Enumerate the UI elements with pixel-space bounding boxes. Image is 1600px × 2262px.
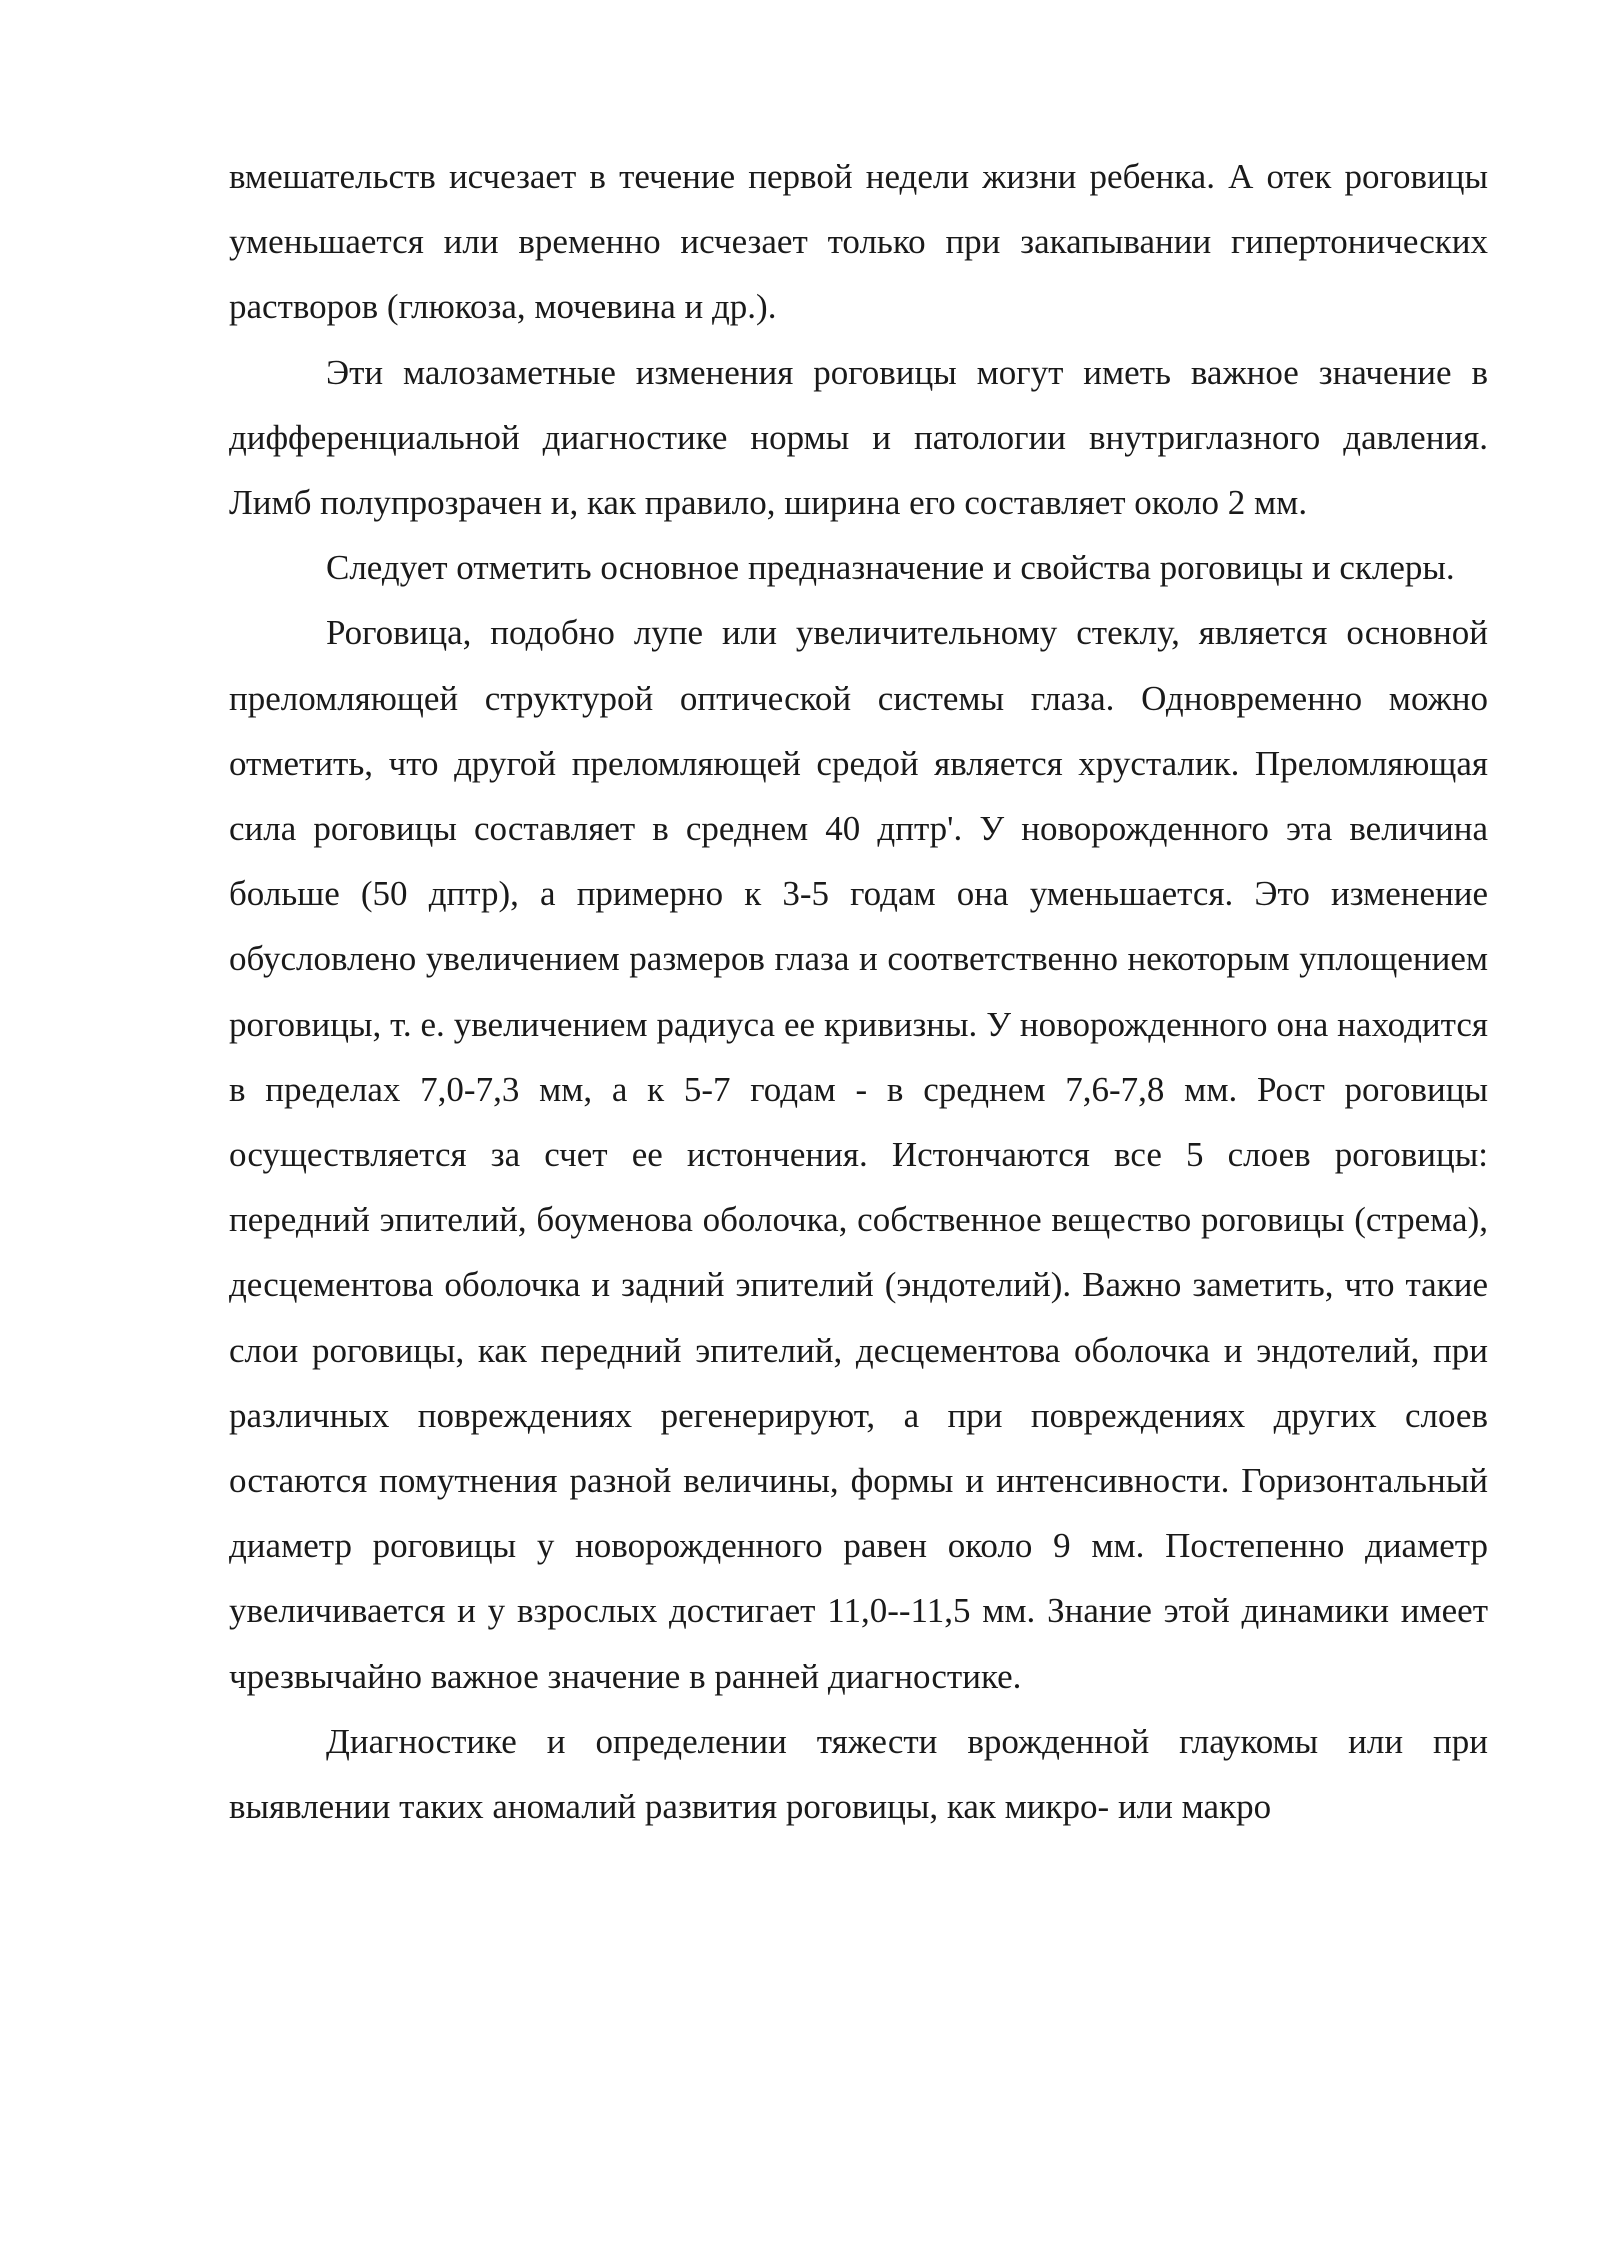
paragraph-glaucoma-diagnosis: Диагностике и определении тяжести врожденной глаукомы или при выявлении таких аномалий развития роговицы, как микро- или макро [229,1721,1488,1827]
paragraph-purpose: Следует отметить основное предназначение и свойства роговицы и склеры. [326,548,1455,588]
paragraph-continuation: вмешательств исчезает в течение первой недели жизни ребенка. А отек роговицы уменьшается или временно исчезает только при закапывании гипертонических растворов (глюкоза, мочевина и др.). [229,157,1488,327]
paragraph-limb: Эти малозаметные изменения роговицы могут иметь важное значение в дифференциальной диагностике нормы и патологии внутриглазного давления. Лимб полупрозрачен и, как правило, ширина его составляет около 2 мм. [229,352,1488,523]
paragraph-cornea-optics: Роговица, подобно лупе или увеличительному стеклу, является основной преломляющей структурой оптической системы глаза. Одновременно можно отметить, что другой преломляющей средой является хрусталик. Преломляющая сила роговицы составляет в среднем 40 дптр'. У новорожденного эта величина больше (50 дптр), а примерно к 3-5 годам она уменьшается. Это изменение обусловлено увеличением размеров глаза и соответственно некоторым уплощением роговицы, т. е. увеличением радиуса ее кривизны. У новорожденного она находится в пределах 7,0-7,3 мм, а к 5-7 годам - в среднем 7,6-7,8 мм. Рост роговицы осуществляется за счет ее истончения. Истончаются все 5 слоев роговицы: передний эпителий, боуменова оболочка, собственное вещество роговицы (стрема), десцементова оболочка и задний эпителий (эндотелий). Важно заметить, что такие слои роговицы, как передний эпителий, десцементова оболочка и эндотелий, при различных повреждениях регенерируют, а при повреждениях других слоев остаются помутнения разной величины, формы и интенсивности. Горизонтальный диаметр роговицы у новорожденного равен около 9 мм. Постепенно диаметр увеличивается и у взрослых достигает 11,0--11,5 мм. Знание этой динамики имеет чрезвычайно важное значение в ранней диагностике. [229,613,1488,1696]
document-body [229,144,1488,1839]
